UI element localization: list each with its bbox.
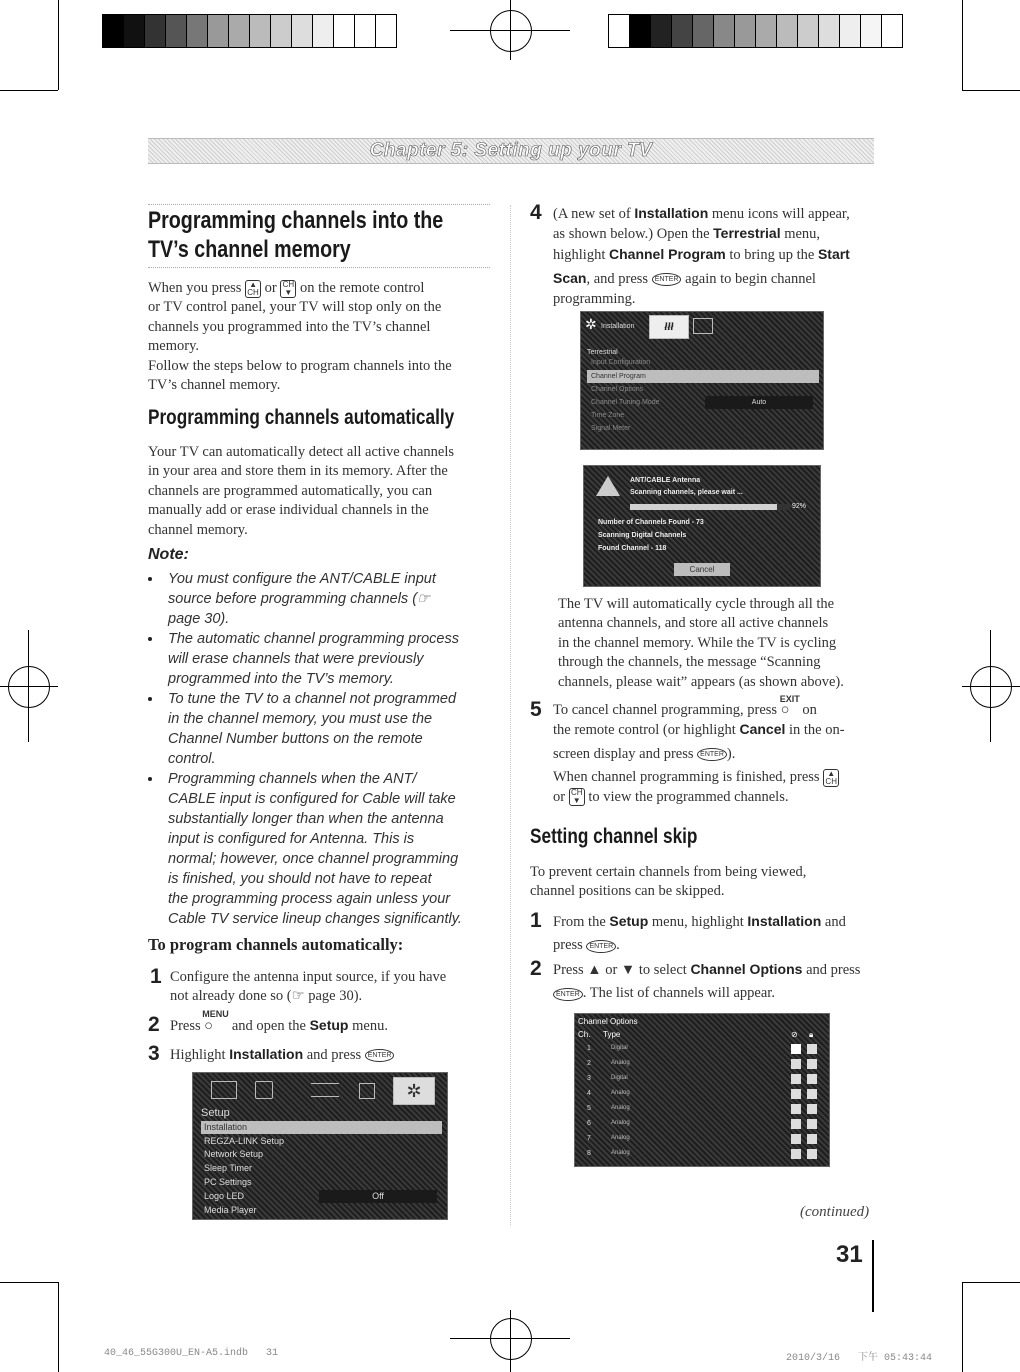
chapter-title: Chapter 5: Setting up your TV	[369, 140, 653, 161]
text: To cancel channel programming, press	[553, 702, 778, 718]
color-bar-right	[608, 14, 903, 48]
text: Programming channels when the ANT/	[168, 771, 417, 787]
table-row[interactable]	[575, 1057, 829, 1071]
text: through the channels, the message “Scanning	[558, 654, 821, 671]
text: to view the programmed channels.	[588, 788, 789, 805]
step-number: 2	[530, 957, 542, 980]
step-number: 1	[150, 965, 162, 988]
text: as shown below.) Open the	[553, 226, 714, 243]
menu-item-pc-settings[interactable]: PC Settings	[204, 1177, 252, 1187]
menu-item-time-zone[interactable]: Time Zone	[591, 412, 625, 419]
menu-item-logo-led[interactable]: Logo LED	[204, 1191, 245, 1201]
text: channel positions can be skipped.	[530, 883, 725, 900]
channel-number: 4	[587, 1090, 591, 1097]
enter-key-icon: ENTER	[553, 988, 583, 1001]
text: To tune the TV to a channel not programmed	[168, 691, 457, 707]
crop-mark	[58, 0, 59, 90]
menu-item-channel-program[interactable]: Channel Program	[587, 370, 819, 383]
crop-mark	[962, 0, 963, 90]
channel-down-key-icon: CH ▼	[569, 788, 585, 806]
section-title: Setting channel skip	[530, 825, 698, 848]
menu-item-input-configuration[interactable]: Input Configuration	[591, 359, 651, 366]
channel-number: 8	[587, 1150, 591, 1157]
text: source before programming channels (☞	[168, 591, 431, 607]
menu-item-sleep-timer[interactable]: Sleep Timer	[204, 1163, 253, 1173]
keyword: Setup	[309, 1017, 349, 1033]
column-divider	[510, 205, 511, 1225]
channel-options-screenshot	[574, 1013, 830, 1167]
channel-number: 6	[587, 1120, 591, 1127]
step-number: 5	[530, 698, 542, 721]
text: channels you programmed into the TV’s channel	[148, 318, 431, 335]
text: press	[553, 937, 583, 954]
text: Highlight	[170, 1047, 226, 1063]
keyword: Installation	[634, 205, 709, 221]
text: normal; however, once channel programming	[168, 851, 459, 867]
enter-key-icon: ENTER	[365, 1049, 395, 1062]
registration-mark	[970, 666, 1012, 708]
keyword: Channel Options	[690, 961, 803, 977]
cancel-button[interactable]: Cancel	[674, 563, 730, 576]
preferences-icon	[311, 1083, 339, 1097]
lock-checkbox[interactable]	[807, 1044, 817, 1054]
step-text	[553, 960, 893, 1004]
text: control.	[168, 751, 216, 767]
scan-progress-fill	[630, 504, 777, 510]
menu-item-installation[interactable]: Installation	[201, 1121, 442, 1134]
lock-checkbox[interactable]	[807, 1149, 817, 1159]
text: Press ▲ or ▼ to select	[553, 962, 691, 978]
bullet	[148, 577, 152, 581]
table-row[interactable]	[575, 1102, 829, 1116]
step5-text	[553, 694, 893, 807]
skip-checkbox[interactable]	[791, 1134, 801, 1144]
text: When channel programming is finished, press	[553, 769, 820, 786]
crop-mark	[962, 1282, 963, 1372]
text: To prevent certain channels from being viewed,	[530, 864, 807, 880]
section-title: TV’s channel memory	[148, 236, 351, 263]
text: (A new set of	[553, 206, 635, 222]
column-header-type: Type	[603, 1030, 621, 1039]
text: input is configured for Antenna. This is	[168, 831, 415, 847]
text: , and press	[586, 271, 652, 288]
channel-type: Analog	[611, 1150, 630, 1156]
menu-tab-installation[interactable]: Installation	[601, 323, 635, 330]
skip-checkbox[interactable]	[791, 1059, 801, 1069]
text: in the on-	[785, 722, 845, 739]
lock-checkbox[interactable]	[807, 1089, 817, 1099]
text: and	[821, 914, 846, 930]
audio-icon	[255, 1081, 273, 1099]
note-item	[168, 569, 436, 629]
text: CABLE input is configured for Cable will take	[168, 791, 456, 807]
note-item	[168, 629, 459, 689]
crop-mark	[58, 1282, 59, 1372]
text: . The list of channels will appear.	[582, 985, 775, 1002]
menu-item-channel-options[interactable]: Channel Options	[591, 386, 644, 393]
text: on	[802, 702, 817, 718]
enter-key-icon: ENTER	[652, 273, 682, 286]
menu-section: Terrestrial	[587, 349, 618, 356]
skip-paragraph	[530, 863, 890, 902]
step-number: 2	[148, 1013, 160, 1036]
text: or	[553, 788, 566, 805]
crop-mark	[962, 90, 1020, 91]
text: on the remote control	[300, 280, 425, 296]
rule	[148, 267, 490, 268]
lock-checkbox[interactable]	[807, 1074, 817, 1084]
enter-key-icon: ENTER	[586, 940, 616, 953]
column-header-ch: Ch.	[578, 1030, 591, 1039]
gear-icon: ✲	[585, 316, 597, 332]
registration-mark	[962, 686, 1020, 687]
step-text	[170, 1045, 500, 1065]
text: the programming process again unless your	[168, 891, 451, 907]
step4-text	[553, 204, 893, 309]
note-item	[168, 689, 456, 769]
text: will erase channels that were previously	[168, 651, 424, 667]
menu-item-signal-meter[interactable]: Signal Meter	[591, 425, 631, 432]
text: You must configure the ANT/CABLE input	[168, 571, 436, 587]
text: is finished, you should not have to repeat	[168, 871, 432, 887]
text: page 30).	[168, 611, 230, 627]
channel-up-key-icon: ▲ CH	[245, 280, 261, 298]
chapter-header-band	[148, 138, 874, 164]
text: and press	[306, 1047, 362, 1063]
text: memory.	[148, 338, 200, 355]
text: From the	[553, 914, 610, 930]
procedure-heading: To program channels automatically:	[148, 935, 404, 954]
text: again to begin channel	[681, 271, 816, 288]
channel-number: 5	[587, 1105, 591, 1112]
crop-mark	[0, 90, 58, 91]
warning-icon	[596, 476, 620, 496]
channel-type: Analog	[611, 1090, 630, 1096]
channel-number: 1	[587, 1045, 591, 1052]
text: When you press	[148, 280, 242, 296]
step-text	[170, 968, 500, 1007]
color-bar-left	[102, 14, 397, 48]
text: TV’s channel memory.	[148, 377, 281, 394]
found-channel-line: Found Channel - 118	[598, 545, 667, 552]
text: in the channel memory. While the TV is cycling	[558, 634, 837, 651]
table-row[interactable]	[575, 1147, 829, 1161]
keyword: Scan	[553, 270, 587, 287]
menu-key-label: MENU	[202, 1009, 229, 1019]
antenna-icon: łłł	[649, 315, 689, 339]
bullet	[148, 777, 152, 781]
text: substantially longer than when the antenna	[168, 811, 444, 827]
channel-number: 2	[587, 1060, 591, 1067]
keyword: Terrestrial	[713, 225, 781, 242]
skip-checkbox[interactable]	[791, 1104, 801, 1114]
menu-title: Setup	[201, 1107, 230, 1119]
installation-menu-screenshot	[580, 311, 824, 450]
page-number: 31	[836, 1241, 863, 1268]
text: not already done so (☞ page 30).	[170, 988, 363, 1005]
text: screen display and press	[553, 745, 694, 762]
lock-icon	[359, 1083, 375, 1099]
dialog-title: Channel Options	[578, 1017, 638, 1026]
text: channel memory.	[148, 521, 248, 538]
scan-input-line: ANT/CABLE Antenna	[630, 477, 701, 484]
skip-checkbox[interactable]	[791, 1119, 801, 1129]
after-scan-paragraph	[558, 595, 893, 692]
note-item	[168, 769, 462, 929]
tuning-mode-value: Auto	[705, 396, 813, 409]
text: or	[264, 280, 277, 296]
channel-type: Analog	[611, 1105, 630, 1111]
step-text: From the Setup menu, highlight Installation and press ENTER .	[553, 913, 846, 954]
text: the remote control (or highlight	[553, 722, 740, 739]
rule	[148, 204, 490, 205]
keyword: Setup	[609, 913, 649, 929]
text: or TV control panel, your TV will stop only on the	[148, 299, 442, 316]
text: manually add or erase individual channels in the	[148, 502, 429, 519]
scanning-digital-line: Scanning Digital Channels	[598, 532, 687, 539]
channel-down-key-icon: CH ▼	[280, 280, 296, 298]
channels-found-line: Number of Channels Found - 73	[598, 519, 704, 526]
auto-paragraph	[148, 443, 493, 540]
registration-mark	[490, 10, 532, 52]
intro-paragraph	[148, 279, 493, 395]
channel-number: 3	[587, 1075, 591, 1082]
text: Follow the steps below to program channels into the	[148, 357, 452, 374]
text: Your TV can automatically detect all active channels	[148, 444, 455, 460]
text: The TV will automatically cycle through all the	[558, 596, 835, 612]
table-row[interactable]	[575, 1117, 829, 1131]
registration-mark	[510, 0, 511, 60]
text: menu icons will appear,	[708, 206, 850, 222]
text: The automatic channel programming process	[168, 631, 459, 647]
skip-checkbox[interactable]	[791, 1149, 801, 1159]
text: menu.	[352, 1018, 388, 1034]
keyword: Start	[817, 245, 850, 262]
text: Press	[170, 1018, 201, 1034]
skip-checkbox[interactable]	[791, 1044, 801, 1054]
text: antenna channels, and store all active channels	[558, 615, 829, 632]
text: and press	[802, 962, 861, 978]
registration-mark	[490, 1318, 532, 1360]
skip-column-icon: ⊘	[791, 1030, 798, 1039]
registration-mark	[510, 1310, 511, 1372]
channel-type: Digital	[611, 1075, 628, 1081]
text: menu, highlight	[648, 914, 748, 930]
skip-checkbox[interactable]	[791, 1089, 801, 1099]
text: highlight	[553, 246, 609, 263]
picture-icon	[211, 1081, 237, 1099]
menu-item-media-player[interactable]: Media Player	[204, 1205, 257, 1215]
registration-mark	[28, 630, 29, 742]
exit-key-label: EXIT	[779, 694, 800, 704]
text: programming.	[553, 290, 636, 307]
step-number: 1	[530, 909, 542, 932]
footer-timestamp: 2010/3/16 下午 05:43:44	[786, 1353, 933, 1364]
step-number: 4	[530, 201, 542, 224]
table-row[interactable]	[575, 1042, 829, 1056]
scan-progress-track	[630, 504, 790, 510]
setup-menu-screenshot	[192, 1072, 448, 1220]
skip-checkbox[interactable]	[791, 1074, 801, 1084]
menu-item-regza-link-setup[interactable]: REGZA-LINK Setup	[204, 1136, 285, 1146]
lock-checkbox[interactable]	[807, 1104, 817, 1114]
text: Cable TV service lineup changes significantly.	[168, 911, 462, 927]
bullet	[148, 637, 152, 641]
channel-type: Analog	[611, 1120, 630, 1126]
table-row[interactable]	[575, 1087, 829, 1101]
text: ).	[726, 745, 736, 762]
lock-column-icon: 🔒︎	[809, 1030, 814, 1039]
menu-item-network-setup[interactable]: Network Setup	[204, 1149, 264, 1159]
text: in your area and store them in its memory. After the	[148, 463, 448, 480]
channel-number: 7	[587, 1135, 591, 1142]
footer-file-info: 40_46_55G300U_EN-A5.indb 31	[104, 1348, 279, 1359]
channel-type: Analog	[611, 1135, 630, 1141]
scan-status-line: Scanning channels, please wait ...	[630, 489, 743, 496]
note-title: Note:	[148, 546, 189, 563]
text: channels are programmed automatically, you can	[148, 482, 433, 499]
note-list	[168, 569, 508, 929]
lock-checkbox[interactable]	[807, 1134, 817, 1144]
crop-mark	[0, 1282, 58, 1283]
scan-dialog-screenshot	[583, 465, 821, 587]
enter-key-icon: ENTER	[697, 748, 727, 761]
page-number-rule	[872, 1240, 874, 1312]
table-row[interactable]	[575, 1132, 829, 1146]
crop-mark	[962, 1282, 1020, 1283]
text: to bring up the	[725, 246, 818, 263]
lock-checkbox[interactable]	[807, 1119, 817, 1129]
keyword: Channel Program	[609, 245, 726, 262]
exit-key-icon: EXIT ○	[781, 701, 799, 720]
section-title: Programming channels into the	[148, 207, 444, 234]
text: menu,	[780, 226, 821, 243]
keyword: Installation	[229, 1046, 304, 1062]
text: Channel Number buttons on the remote	[168, 731, 423, 747]
channel-type: Digital	[611, 1045, 628, 1051]
table-row[interactable]	[575, 1072, 829, 1086]
setup-gear-icon: ✲	[393, 1077, 435, 1105]
menu-item-channel-tuning-mode[interactable]: Channel Tuning Mode	[591, 399, 660, 406]
registration-mark	[8, 666, 50, 708]
channel-up-key-icon: ▲ CH	[823, 769, 839, 787]
text: and open the	[231, 1018, 306, 1034]
continued-label: (continued)	[800, 1204, 870, 1220]
step-number: 3	[148, 1042, 160, 1065]
step-text	[170, 1009, 500, 1036]
scan-progress-label: 92%	[792, 503, 807, 510]
network-icon	[693, 318, 713, 334]
section-title: Programming channels automatically	[148, 406, 455, 429]
keyword: Installation	[747, 913, 822, 929]
channel-type: Analog	[611, 1060, 630, 1066]
registration-mark	[0, 686, 58, 687]
text: programmed into the TV’s memory.	[168, 671, 394, 687]
text: channels, please wait” appears (as shown above).	[558, 673, 844, 690]
logo-led-value: Off	[319, 1190, 437, 1203]
keyword: Cancel	[739, 721, 786, 738]
menu-key-icon: MENU ○	[204, 1017, 228, 1036]
registration-mark	[990, 630, 991, 742]
lock-checkbox[interactable]	[807, 1059, 817, 1069]
text: Configure the antenna input source, if you have	[170, 969, 447, 985]
text: in the channel memory, you must use the	[168, 711, 433, 727]
bullet	[148, 697, 152, 701]
